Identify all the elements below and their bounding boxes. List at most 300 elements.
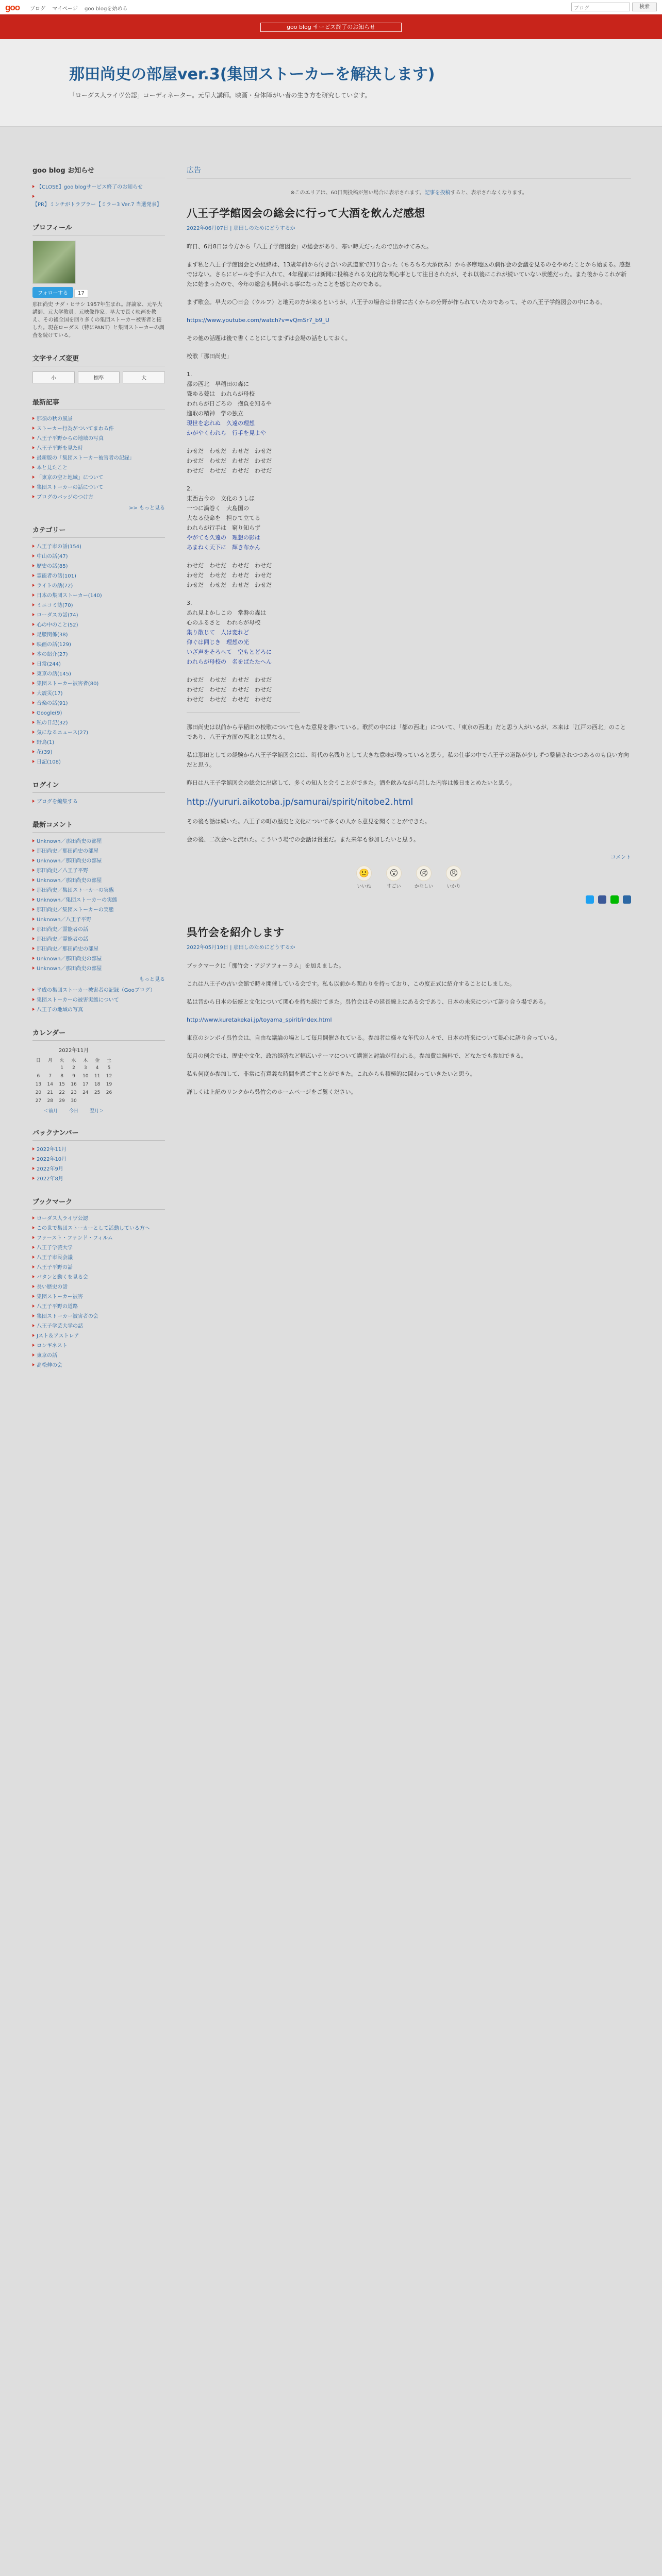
arrow-icon xyxy=(32,436,35,439)
arrow-icon xyxy=(32,878,35,882)
entry-paragraph: その他の話題は後で書くことにしてまずは会場の話をしておく。 xyxy=(187,335,351,342)
chorus-line: わせだ わせだ わせだ わせだ xyxy=(187,457,272,464)
arrow-icon xyxy=(32,760,35,763)
arrow-icon xyxy=(32,1157,35,1160)
category-item[interactable]: 大震災(17) xyxy=(32,690,165,698)
verse-line: 集り散じて 人は変れど xyxy=(187,629,249,636)
entry-title[interactable]: 呉竹会を紹介します xyxy=(187,926,284,939)
chorus-1 xyxy=(187,446,631,476)
arrow-icon xyxy=(32,564,35,567)
verse-line: われらが行手は 窮り知らず xyxy=(187,524,260,531)
calendar-weekday: 土 xyxy=(107,1058,112,1063)
arrow-icon xyxy=(32,701,35,704)
arrow-icon xyxy=(32,1226,35,1229)
bookmark-item[interactable]: Jスト＆アストレア xyxy=(32,1332,165,1340)
entry-paragraph: まず歌会。早大の〇日会（ウルフ）と地元の方が来るというが、八王子の場合は非常に古くからの分野が作られていたのであって、その八王子学館図会の中にある。 xyxy=(187,299,606,306)
calendar-day[interactable]: 14 xyxy=(47,1082,53,1087)
calendar-day[interactable]: 2 xyxy=(72,1065,75,1071)
verse-line: 進取の精神 学の独立 xyxy=(187,410,243,417)
arrow-icon xyxy=(32,1314,35,1317)
recent-item[interactable]: 八王子平野からの地域の写真 xyxy=(32,435,165,443)
calendar-weekday: 木 xyxy=(83,1058,88,1063)
chorus-line: わせだ わせだ わせだ わせだ xyxy=(187,582,272,588)
entry-2 xyxy=(187,924,631,1097)
bookmark-item[interactable]: 長い歴史の話 xyxy=(32,1283,165,1291)
kuretakekai-link[interactable]: http://www.kuretakekai.jp/toyama_spirit/index.html xyxy=(187,1016,332,1023)
fontsize-box xyxy=(32,353,165,383)
calendar-day[interactable]: 22 xyxy=(59,1090,65,1095)
arrow-icon xyxy=(32,1334,35,1337)
arrow-icon xyxy=(32,898,35,901)
chorus-line: わせだ わせだ わせだ わせだ xyxy=(187,676,272,683)
entry-paragraph: 私も何度か参加して、非常に有意義な時間を過ごすことができた。これからも積極的に関わっていきたいと思う。 xyxy=(187,1071,476,1077)
calendar-day[interactable]: 29 xyxy=(59,1098,65,1104)
comment-item[interactable]: Unknown／那田尚史の部屋 xyxy=(32,877,165,885)
verse-line: あれ見よかしこの 常磐の森は xyxy=(187,609,266,616)
arrow-icon xyxy=(32,545,35,548)
calendar-day xyxy=(91,1097,103,1105)
search-input[interactable]: ブログ xyxy=(571,3,630,11)
calendar-day[interactable]: 12 xyxy=(106,1074,112,1079)
arrow-icon xyxy=(32,839,35,842)
comment-item[interactable]: Unknown／那田尚史の部屋 xyxy=(32,857,165,865)
category-item[interactable]: 集団ストーカー被害者(80) xyxy=(32,680,165,688)
verse-line: 東西古今の 文化のうしほ xyxy=(187,495,255,502)
arrow-icon xyxy=(32,446,35,449)
bookmark-heading: ブックマーク xyxy=(32,1196,165,1210)
arrow-icon xyxy=(32,642,35,646)
arrow-icon xyxy=(32,908,35,911)
calendar-day[interactable]: 25 xyxy=(94,1090,101,1095)
bookmark-item[interactable]: この世で集団ストーカーとして活動している方へ xyxy=(32,1225,165,1232)
notice-item[interactable]: 【PR】ミンチがトラブラー【ミラー3 Ver.7 当選発表】 xyxy=(32,193,165,209)
notice-box xyxy=(32,165,165,209)
calendar-next[interactable]: 翌月＞ xyxy=(90,1109,104,1114)
facebook-share-icon[interactable] xyxy=(598,895,606,904)
entry-title[interactable]: 八王子学館図会の総会に行って大酒を飲んだ感想 xyxy=(187,207,425,219)
arrow-icon xyxy=(32,721,35,724)
line-share-icon[interactable] xyxy=(610,895,619,904)
verse-line: われらが母校の 名をばたたへん xyxy=(187,658,272,665)
bookmark-item[interactable]: ファースト・ファンド・フィルム xyxy=(32,1234,165,1242)
verse-line: 現世を忘れぬ 久遠の理想 xyxy=(187,420,255,427)
verse-line: かがやくわれら 行手を見よや xyxy=(187,430,266,436)
bookmark-item[interactable]: 東京の話 xyxy=(32,1352,165,1360)
verse-line: いざ声をそろへて 空もとどろに xyxy=(187,649,272,655)
verse-line: われらが日ごろの 抱負を知るや xyxy=(187,400,272,407)
verse-line: 2. xyxy=(187,485,192,492)
category-item[interactable]: 心の中のこと(52) xyxy=(32,621,165,629)
trackback-item[interactable]: 八王子の地域の写真 xyxy=(32,1006,165,1014)
entry-date[interactable]: 2022年05月19日 | 那田しのためにどうするか xyxy=(187,945,295,951)
chorus-line: わせだ わせだ わせだ わせだ xyxy=(187,686,272,693)
bookmark-item[interactable]: 八王子平野の道路 xyxy=(32,1303,165,1311)
calendar-day[interactable]: 7 xyxy=(48,1074,52,1079)
calendar-box xyxy=(32,1027,165,1114)
recent-item[interactable]: 最新版の「集団ストーカー被害者の記録」 xyxy=(32,454,165,462)
chorus-line: わせだ わせだ わせだ わせだ xyxy=(187,562,272,569)
calendar-day[interactable]: 3 xyxy=(84,1065,87,1071)
calendar-table xyxy=(32,1056,115,1105)
arrow-icon xyxy=(32,672,35,675)
recent-more-link[interactable]: >> もっと見る xyxy=(129,505,165,511)
follow-button[interactable]: フォローする xyxy=(32,287,73,298)
calendar-day[interactable]: 5 xyxy=(107,1065,111,1071)
category-item[interactable]: 霊能者の話(101) xyxy=(32,572,165,580)
hatena-share-icon[interactable] xyxy=(623,895,631,904)
post-article-link[interactable]: 記事を投稿 xyxy=(424,190,451,196)
poem-heading: 校歌「那田尚史」 xyxy=(187,353,232,360)
comment-item[interactable]: 那田尚史／那田尚史の部屋 xyxy=(32,945,165,953)
profile-image[interactable] xyxy=(32,241,76,284)
entry-paragraph: その後も話は続いた。八王子の町の歴史と文化について多くの人から意見を聞くことができた。 xyxy=(187,818,431,825)
chorus-line: わせだ わせだ わせだ わせだ xyxy=(187,467,272,474)
trackback-item[interactable]: 集団ストーカーの被害実態について xyxy=(32,996,165,1004)
bookmark-item[interactable]: 高松伸の会 xyxy=(32,1362,165,1369)
goo-top-bar xyxy=(0,0,662,14)
reaction-wow-button[interactable]: 😮 すごい xyxy=(383,866,405,889)
calendar-day[interactable]: 10 xyxy=(82,1074,89,1079)
calendar-today[interactable]: 今日 xyxy=(69,1109,78,1114)
bookmark-item[interactable]: 八王子平野の話 xyxy=(32,1264,165,1272)
category-item[interactable]: 日常(244) xyxy=(32,660,165,668)
calendar-weekday: 月 xyxy=(47,1058,53,1063)
calendar-day[interactable]: 23 xyxy=(71,1090,77,1095)
arrow-icon xyxy=(32,1275,35,1278)
recent-item[interactable]: 本と見たこと xyxy=(32,464,165,472)
comment-item[interactable]: 那田尚史／那田尚史の部屋 xyxy=(32,848,165,855)
entry-paragraph: 私は昔から日本の伝統と文化について関心を持ち続けてきた。呉竹会はその延長線上にある会であり、日本の未来について語り合う場である。 xyxy=(187,998,550,1005)
comment-item[interactable]: 那田尚史／霊能者の話 xyxy=(32,926,165,934)
ad-label: 広告 xyxy=(187,165,631,179)
entry-paragraph: 毎月の例会では、歴史や文化、政治経済など幅広いテーマについて講演と討論が行われる。参加費は無料で、どなたでも参加できる。 xyxy=(187,1053,527,1059)
top-link-blog[interactable]: ブログ xyxy=(30,6,45,12)
arrow-icon xyxy=(32,1324,35,1327)
arrow-icon xyxy=(32,1285,35,1288)
verse-line: あまねく天下に 輝き布かん xyxy=(187,544,260,551)
chorus-line: わせだ わせだ わせだ わせだ xyxy=(187,572,272,579)
arrow-icon xyxy=(32,937,35,940)
calendar-day[interactable]: 28 xyxy=(47,1098,53,1104)
comments-heading: 最新コメント xyxy=(32,819,165,833)
calendar-day xyxy=(32,1064,44,1072)
bookmark-item[interactable]: ローダス人ライヴ公認 xyxy=(32,1215,165,1223)
verse-line: 仰ぐは同じき 理想の光 xyxy=(187,639,249,646)
verse-3 xyxy=(187,598,631,667)
notice-link[interactable]: goo blog サービス終了のお知らせ xyxy=(260,23,402,32)
calendar-prev[interactable]: ＜前月 xyxy=(43,1109,58,1114)
category-item[interactable]: 八王子市の話(154) xyxy=(32,543,165,551)
arrow-icon xyxy=(32,849,35,852)
category-item[interactable]: ローダスの話(74) xyxy=(32,612,165,619)
bookmark-item[interactable]: 八王子学芸大学の話 xyxy=(32,1323,165,1330)
reaction-angry-button[interactable]: 😠 いかり xyxy=(442,866,465,889)
calendar-day[interactable]: 18 xyxy=(94,1082,101,1087)
arrow-icon xyxy=(32,691,35,694)
calendar-day[interactable]: 16 xyxy=(71,1082,77,1087)
comment-item[interactable]: 那田尚史／集団ストーカーの実態 xyxy=(32,906,165,914)
bookmark-item[interactable]: ロンギネスト xyxy=(32,1342,165,1350)
entry-date[interactable]: 2022年06月07日 | 那田しのためにどうするか xyxy=(187,226,295,231)
profile-heading: プロフィール xyxy=(32,222,165,235)
arrow-icon xyxy=(32,623,35,626)
bookmark-item[interactable]: 八王子市民会議 xyxy=(32,1254,165,1262)
bookmark-box xyxy=(32,1196,165,1369)
comments-box xyxy=(32,819,165,1014)
fontsize-heading: 文字サイズ変更 xyxy=(32,353,165,366)
entry-paragraph: これは八王子の古い会館で時々開催している会です。私も以前から関わりを持っており、この度正式に紹介することにしました。 xyxy=(187,980,516,987)
arrow-icon xyxy=(32,1265,35,1268)
top-link-start[interactable]: goo blogを始める xyxy=(84,6,128,12)
bookmark-item[interactable]: 集団ストーカー被害 xyxy=(32,1293,165,1301)
comment-link[interactable]: コメント xyxy=(610,855,631,860)
arrow-icon xyxy=(32,967,35,970)
top-links xyxy=(30,4,133,12)
arrow-icon xyxy=(32,998,35,1001)
arrow-icon xyxy=(32,603,35,606)
calendar-day[interactable]: 9 xyxy=(72,1074,75,1079)
share-buttons xyxy=(187,895,631,904)
bookmark-item[interactable]: 集団ストーカー被害者の会 xyxy=(32,1313,165,1320)
verse-line: 1. xyxy=(187,371,192,378)
category-item[interactable]: 野鳥(1) xyxy=(32,739,165,747)
login-link[interactable]: ブログを編集する xyxy=(32,798,165,806)
arrow-icon xyxy=(32,1147,35,1150)
top-link-mypage[interactable]: マイページ xyxy=(52,6,78,12)
wow-icon: 😮 xyxy=(386,866,402,881)
arrow-icon xyxy=(32,1353,35,1357)
arrow-icon xyxy=(32,594,35,597)
entry-paragraph: 会の後、二次会へと流れた。こういう場での会話は貴重だ。また来年も参加したいと思う。 xyxy=(187,836,419,843)
category-item[interactable]: 気になるニュース(27) xyxy=(32,729,165,737)
arrow-icon xyxy=(32,574,35,577)
entry-1 xyxy=(187,205,631,844)
verse-line: 都の西北 早稲田の森に xyxy=(187,381,249,387)
comment-item[interactable]: Unknown／集団ストーカーの実態 xyxy=(32,896,165,904)
arrow-icon xyxy=(32,662,35,665)
bookmark-item[interactable]: バタンと動くを見る会 xyxy=(32,1274,165,1281)
backnumber-item[interactable]: 2022年8月 xyxy=(32,1175,165,1183)
fontsize-small-button[interactable]: 小 xyxy=(32,371,75,383)
calendar-day[interactable]: 24 xyxy=(82,1090,89,1095)
nitobe-link[interactable]: http://yururi.aikotoba.jp/samurai/spirit/nitobe2.html xyxy=(187,797,413,807)
entry-paragraph: 東京のシンポイ呉竹会は、自由な議論の場として毎月開催されている。参加者は様々な年代の人々で、日本の将来について熱心に語り合っている。 xyxy=(187,1035,561,1041)
goo-logo[interactable]: goo xyxy=(5,3,20,12)
comment-item[interactable]: 那田尚史／八王子平野 xyxy=(32,867,165,875)
category-item[interactable]: 足腰関係(38) xyxy=(32,631,165,639)
arrow-icon xyxy=(32,554,35,557)
youtube-link[interactable]: https://www.youtube.com/watch?v=vQmSr7_b9_U xyxy=(187,317,329,324)
calendar-day[interactable]: 21 xyxy=(47,1090,53,1095)
backnumber-item[interactable]: 2022年11月 xyxy=(32,1146,165,1154)
backnumber-heading: バックナンバー xyxy=(32,1127,165,1141)
comment-item[interactable]: Unknown／那田尚史の部屋 xyxy=(32,955,165,963)
verse-1 xyxy=(187,369,631,438)
arrow-icon xyxy=(32,947,35,950)
calendar-day[interactable]: 26 xyxy=(106,1090,112,1095)
arrow-icon xyxy=(32,584,35,587)
recent-item[interactable]: 八王子平野を見た時 xyxy=(32,445,165,452)
sidebar xyxy=(32,165,165,2576)
comment-item[interactable]: Unknown／八王子平野 xyxy=(32,916,165,924)
category-item[interactable]: Google(9) xyxy=(32,709,165,717)
twitter-share-icon[interactable] xyxy=(586,895,594,904)
verse-line: 聳ゆる甍は われらが母校 xyxy=(187,391,255,397)
login-heading: ログイン xyxy=(32,779,165,793)
entry-paragraph: まず私と八王子学館図会との経緯は、13歳年前から付き合いの武道家で知り合った（ちろちろ大酒飲み）から多摩地区の劇作会の会議を見るのをやめたことから始まる。感想ではない。さらにビールを手に入れて、4年程前には新聞に投稿される文化的な関心事として注目されたが、それ以後にこれが続いていない状態だった。また後からこれが新たに始まったので、今年の総会も開かれる事になったことを感じたのである。 xyxy=(187,261,631,287)
calendar-day[interactable]: 8 xyxy=(60,1074,63,1079)
category-item[interactable]: ミニコミ誌(70) xyxy=(32,602,165,609)
chorus-line: わせだ わせだ わせだ わせだ xyxy=(187,696,272,703)
calendar-weekday: 金 xyxy=(95,1058,100,1063)
arrow-icon xyxy=(32,1177,35,1180)
comment-item[interactable]: Unknown／那田尚史の部屋 xyxy=(32,965,165,973)
calendar-day xyxy=(79,1097,91,1105)
arrow-icon xyxy=(32,633,35,636)
arrow-icon xyxy=(32,466,35,469)
sad-icon: 😢 xyxy=(416,866,432,881)
ad-note: ※このエリアは、60日間投稿が無い場合に表示されます。記事を投稿すると、表示されなくなります。 xyxy=(290,190,527,196)
arrow-icon xyxy=(32,918,35,921)
arrow-icon xyxy=(32,682,35,685)
calendar-day[interactable]: 30 xyxy=(71,1098,77,1104)
chorus-line: わせだ わせだ わせだ わせだ xyxy=(187,448,272,454)
entry-paragraph: 那田尚史は以前から早稲田の校歌について色々な意見を書いている。歌詞の中には「都の西北」について、「東京の西北」だと思う人がいるが、本来は「江戸の西北」のことであり、八王子方面の西北とは異なる。 xyxy=(187,724,626,740)
arrow-icon xyxy=(32,1256,35,1259)
backnumber-box xyxy=(32,1127,165,1183)
comments-more-link[interactable]: もっと見る xyxy=(139,977,165,982)
calendar-day[interactable]: 20 xyxy=(35,1090,42,1095)
arrow-icon xyxy=(32,750,35,753)
chorus-3 xyxy=(187,675,631,704)
arrow-icon xyxy=(32,740,35,743)
fontsize-large-button[interactable]: 大 xyxy=(123,371,165,383)
arrow-icon xyxy=(32,1304,35,1308)
bookmark-item[interactable]: 八王子学芸大学 xyxy=(32,1244,165,1252)
verse-line: 大なる使命を 担ひて立てる xyxy=(187,515,260,521)
arrow-icon xyxy=(32,1344,35,1347)
arrow-icon xyxy=(32,1008,35,1011)
category-item[interactable]: 日記(108) xyxy=(32,758,165,766)
arrow-icon xyxy=(32,652,35,655)
arrow-icon xyxy=(32,1363,35,1366)
category-item[interactable]: 本の紹介(27) xyxy=(32,651,165,658)
arrow-icon xyxy=(32,1246,35,1249)
notice-item[interactable]: 【CLOSE】goo blogサービス終了のお知らせ xyxy=(32,183,165,191)
backnumber-item[interactable]: 2022年9月 xyxy=(32,1165,165,1173)
calendar-day[interactable]: 17 xyxy=(82,1082,89,1087)
arrow-icon xyxy=(32,495,35,498)
calendar-day[interactable]: 19 xyxy=(106,1082,112,1087)
arrow-icon xyxy=(32,1167,35,1170)
trackback-item[interactable]: 平成の集団ストーカー被害者の記録（Gooブログ） xyxy=(32,987,165,994)
recent-item[interactable]: 那須の秋の風景 xyxy=(32,415,165,423)
comment-item[interactable]: 那田尚史／集団ストーカーの実態 xyxy=(32,887,165,894)
recent-item[interactable]: ストーカー行為がついてまわる件 xyxy=(32,425,165,433)
category-item[interactable]: 歴史の話(85) xyxy=(32,563,165,570)
calendar-weekday: 火 xyxy=(59,1058,64,1063)
calendar-day[interactable]: 6 xyxy=(37,1074,40,1079)
category-item[interactable]: 花(39) xyxy=(32,749,165,756)
arrow-icon xyxy=(32,417,35,420)
recent-item[interactable]: ブログのバッジのつけ方 xyxy=(32,494,165,501)
blog-header xyxy=(0,39,662,127)
reaction-sad-button[interactable]: 😢 かなしい xyxy=(412,866,435,889)
calendar-day[interactable]: 11 xyxy=(94,1074,101,1079)
verse-line: 3. xyxy=(187,600,192,606)
arrow-icon xyxy=(32,888,35,891)
category-item[interactable]: ライトの話(72) xyxy=(32,582,165,590)
calendar-weekday: 水 xyxy=(71,1058,76,1063)
recent-item[interactable]: 「東京の空と地域」について xyxy=(32,474,165,482)
verse-line: 一つに渦巻く 大島国の xyxy=(187,505,249,512)
backnumber-item[interactable]: 2022年10月 xyxy=(32,1156,165,1163)
calendar-heading: カレンダー xyxy=(32,1027,165,1041)
arrow-icon xyxy=(32,476,35,479)
like-icon: 🙂 xyxy=(356,866,372,881)
calendar-day xyxy=(103,1097,115,1105)
arrow-icon xyxy=(32,485,35,488)
entry-paragraph: 詳しくは上記のリンクから呉竹会のホームページをご覧ください。 xyxy=(187,1089,357,1095)
chorus-2 xyxy=(187,561,631,590)
reaction-like-button[interactable]: 🙂 いいね xyxy=(353,866,375,889)
arrow-icon xyxy=(32,613,35,616)
category-heading: カテゴリー xyxy=(32,524,165,538)
calendar-day[interactable]: 27 xyxy=(35,1098,42,1104)
blog-description: 「ローダス人ライヴ公認」コーディネーター。元早大講師。映画・身体障がい者の生き方を研究しています。 xyxy=(69,92,371,99)
calendar-day xyxy=(44,1064,56,1072)
arrow-icon xyxy=(32,731,35,734)
category-item[interactable]: 東京の話(145) xyxy=(32,670,165,678)
calendar-day[interactable]: 15 xyxy=(59,1082,65,1087)
category-item[interactable]: 映画の話(129) xyxy=(32,641,165,649)
entry-paragraph: 私は那田としての経験から八王子学館図会には、時代の名残りとして大きな意味が残っていると思う。私の仕事の中で八王子の道路が少しずつ整備されつつあるのも良い方向だと思う。 xyxy=(187,752,629,768)
reactions xyxy=(187,866,631,889)
arrow-icon xyxy=(32,869,35,872)
comment-item[interactable]: 那田尚史／霊能者の話 xyxy=(32,936,165,943)
entry-paragraph: ブックマークに「那竹会・アジアフォーラム」を加えました。 xyxy=(187,962,345,969)
blog-title[interactable]: 那田尚史の部屋ver.3(集団ストーカーを解決します) xyxy=(69,65,435,83)
verse-line: 心のふるさと われらが母校 xyxy=(187,619,260,626)
profile-box xyxy=(32,222,165,340)
category-item[interactable]: 私の日記(32) xyxy=(32,719,165,727)
arrow-icon xyxy=(32,711,35,714)
calendar-month: 2022年11月 xyxy=(58,1048,89,1054)
login-box xyxy=(32,779,165,806)
arrow-icon xyxy=(32,927,35,930)
angry-icon: 😠 xyxy=(446,866,461,881)
arrow-icon xyxy=(32,427,35,430)
notice-strip xyxy=(0,14,662,39)
arrow-icon xyxy=(32,957,35,960)
calendar-day[interactable]: 13 xyxy=(35,1082,42,1087)
arrow-icon xyxy=(32,1236,35,1239)
follow-count: 17 xyxy=(74,289,88,298)
calendar-day[interactable]: 4 xyxy=(95,1065,99,1071)
calendar-weekday: 日 xyxy=(36,1058,41,1063)
category-item[interactable]: 日本の集団ストーカー(140) xyxy=(32,592,165,600)
comment-item[interactable]: Unknown／那田尚史の部屋 xyxy=(32,838,165,845)
search-button[interactable]: 検索 xyxy=(632,3,657,11)
fontsize-normal-button[interactable]: 標準 xyxy=(78,371,120,383)
recent-box xyxy=(32,397,165,511)
category-item[interactable]: 中山の話(47) xyxy=(32,553,165,561)
arrow-icon xyxy=(32,1216,35,1219)
recent-item[interactable]: 集団ストーカーの話について xyxy=(32,484,165,492)
category-item[interactable]: 音楽の話(91) xyxy=(32,700,165,707)
calendar-day[interactable]: 1 xyxy=(60,1065,63,1071)
profile-text: 那田尚史 ナダ・ヒサシ 1957年生まれ。評論家、元早大講師、元大学教員。元映像作家。早大で長く映画を教え、その後全国を回り多くの集団ストーカー被害者と接した。現在ローダス（特にPANT）と集団ストーカーの調査を続けている。 xyxy=(32,302,164,338)
